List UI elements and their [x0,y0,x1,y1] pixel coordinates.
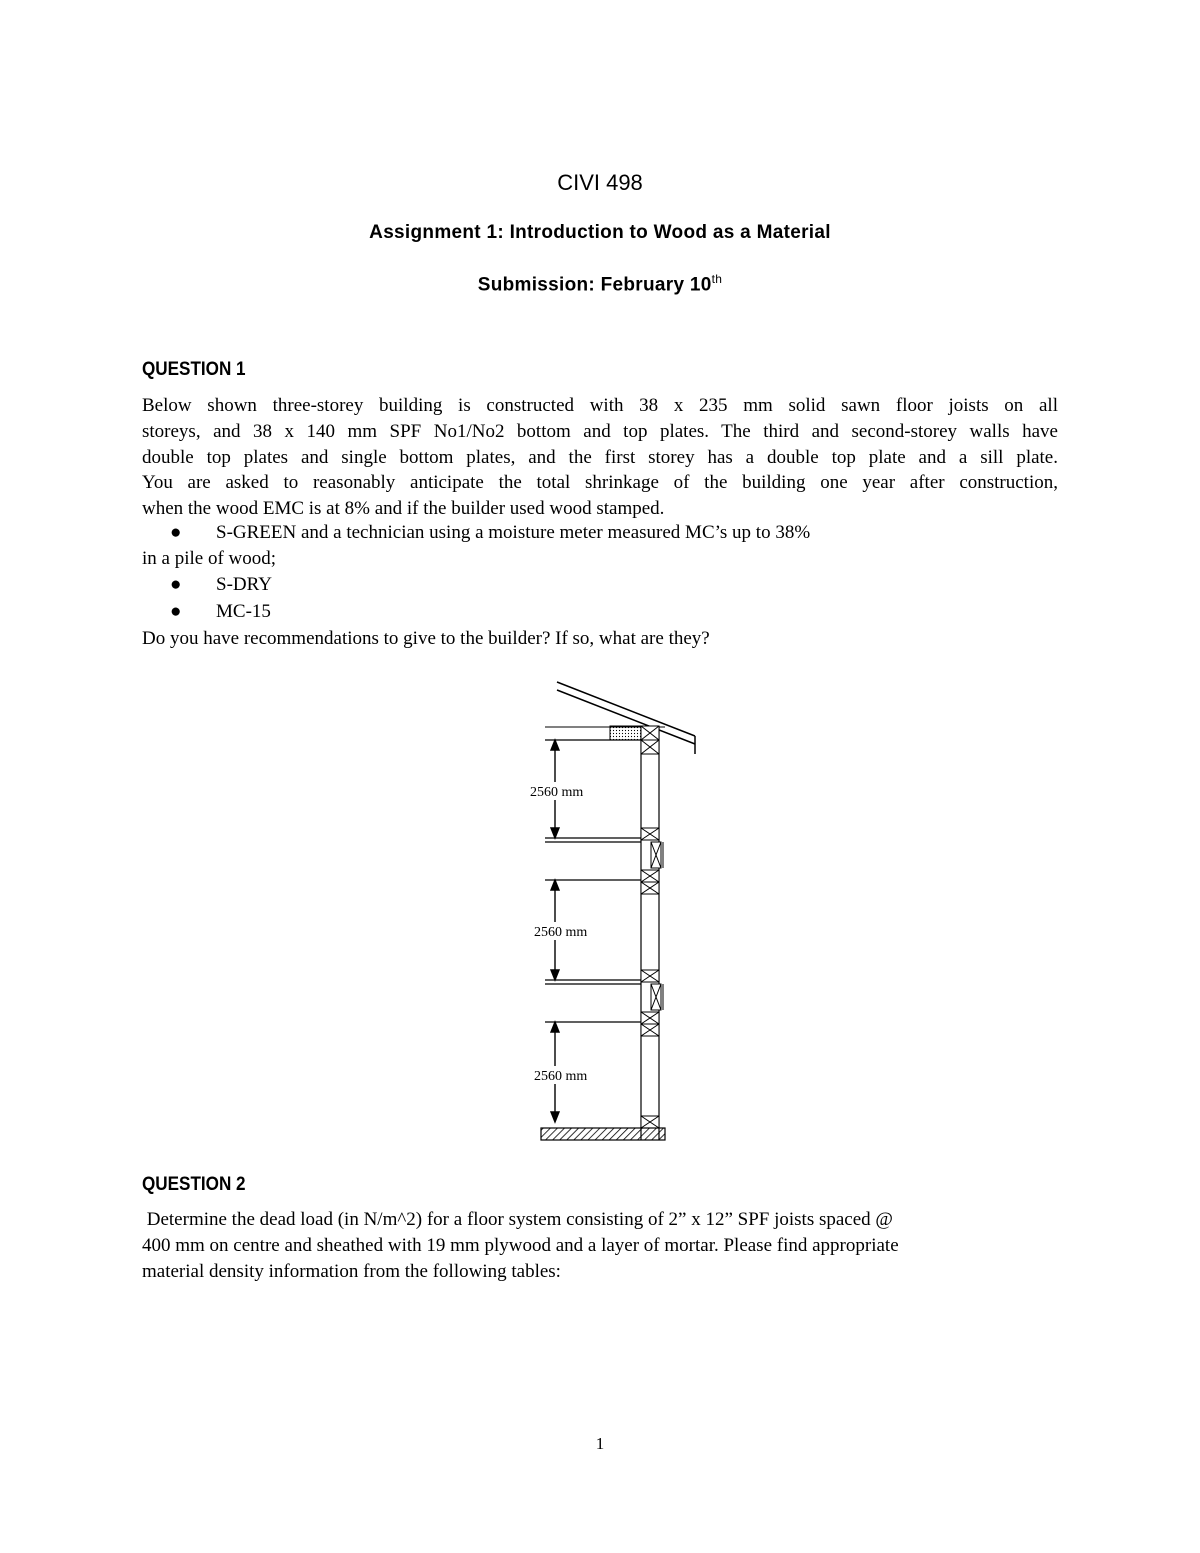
submission-text: Submission: February 10 [477,274,712,296]
question-2-paragraph [142,1207,1058,1284]
question-2-heading: QUESTION 2 [142,1174,246,1195]
bullet-text: MC-15 [216,601,271,622]
submission-date [0,272,1200,296]
paragraph-line: You are asked to reasonably anticipate the total shrinkage of the building one year after construction, [142,472,1058,494]
building-section-diagram [525,672,705,1144]
bullet-item-s-green [170,522,810,544]
bullet-item-s-dry [170,574,272,596]
bullet-dot-icon: ● [170,574,182,595]
bullet-dot-icon: ● [170,601,182,622]
bullet-text: S-GREEN and a technician using a moisture meter measured MC’s up to 38% [216,522,811,543]
dimension-label-second-storey: 2560 mm [534,925,588,940]
ground-foundation [541,1128,665,1140]
paragraph-line: 400 mm on centre and sheathed with 19 mm plywood and a layer of mortar. Please find appropriate [142,1234,899,1256]
bullet-continuation: in a pile of wood; [142,548,277,569]
assignment-title: Assignment 1: Introduction to Wood as a Material [369,222,831,243]
submission-superscript: th [711,272,723,286]
roof [545,682,695,754]
question-1-heading: QUESTION 1 [142,359,246,380]
bullet-dot-icon: ● [170,522,182,543]
exterior-wall [641,726,663,1140]
paragraph-line: double top plates and single bottom plates, and the first storey has a double top plate and a sill plate. [142,446,1058,468]
wall-plates [641,726,661,1128]
course-title: CIVI 498 [557,170,643,195]
paragraph-line: material density information from the following tables: [142,1260,561,1282]
paragraph-line: Determine the dead load (in N/m^2) for a floor system consisting of 2” x 12” SPF joists spaced @ [142,1209,893,1230]
page-number: 1 [595,1434,605,1453]
paragraph-line: storeys, and 38 x 140 mm SPF No1/No2 bottom and top plates. The third and second-storey walls have [142,420,1058,442]
dimension-label-first-storey: 2560 mm [534,1069,588,1084]
bullet-item-mc-15 [170,601,271,623]
dimension-label-third-storey: 2560 mm [530,785,584,800]
question-1-paragraph [142,393,1058,522]
paragraph-line: when the wood EMC is at 8% and if the builder used wood stamped. [142,498,665,520]
bullet-text: S-DRY [216,574,272,595]
question-1-closing: Do you have recommendations to give to the builder? If so, what are they? [142,628,710,649]
paragraph-line: Below shown three-storey building is constructed with 38 x 235 mm solid sawn floor joists on all [142,395,1058,416]
